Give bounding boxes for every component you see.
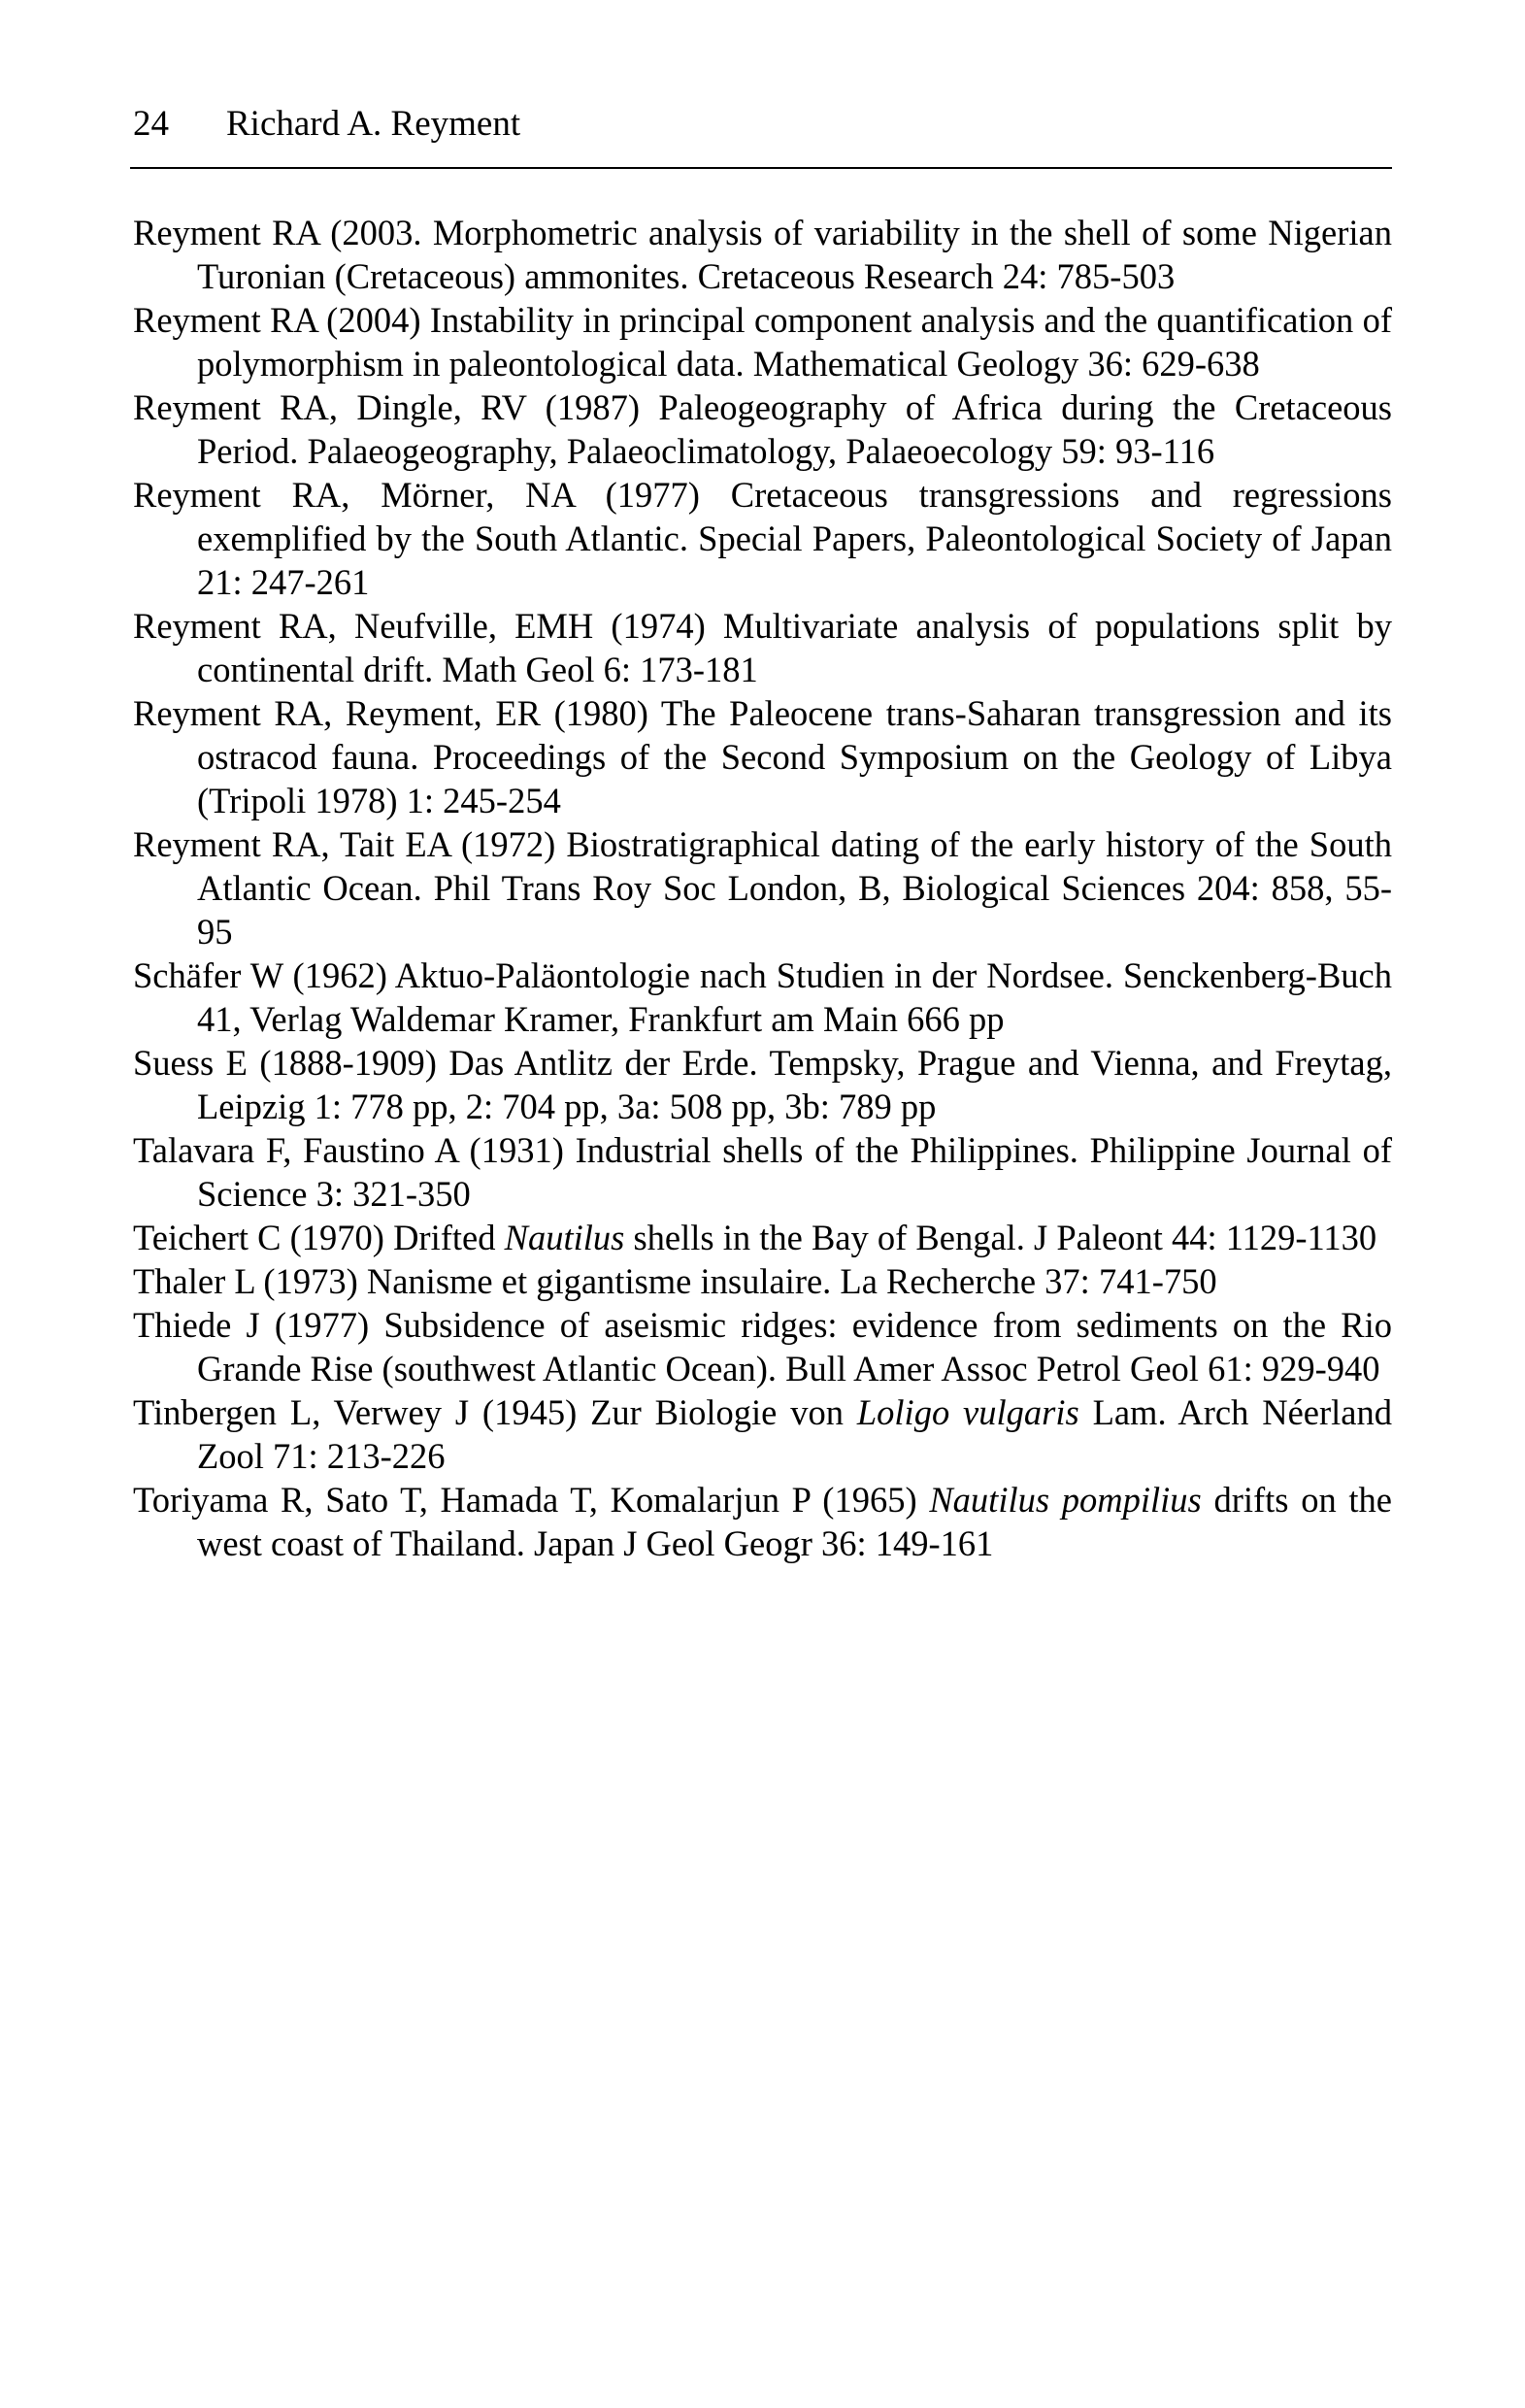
- reference-entry: [133, 473, 1392, 604]
- reference-text: Suess E (1888-1909) Das Antlitz der Erde. Tempsky, Prague and Vienna, and Freytag, Leipzig 1: 778 pp, 2: 704 pp, 3a: 508 pp, 3b: 789 pp: [133, 1043, 1392, 1126]
- reference-text: Reyment RA, Neufville, EMH (1974) Multivariate analysis of populations split by continental drift. Math Geol 6: 173-181: [133, 606, 1392, 689]
- reference-text: Talavara F, Faustino A (1931) Industrial shells of the Philippines. Philippine Journal of Science 3: 321-350: [133, 1130, 1392, 1214]
- reference-text: Reyment RA, Dingle, RV (1987) Paleogeography of Africa during the Cretaceous Period. Palaeogeography, Palaeoclimatology, Palaeoecology 59: 93-116: [133, 387, 1392, 471]
- reference-text: shells in the Bay of Bengal. J Paleont 44: 1129-1130: [624, 1218, 1377, 1257]
- reference-entry: [133, 1259, 1392, 1303]
- running-head-author: Richard A. Reyment: [226, 104, 521, 144]
- reference-entry: [133, 211, 1392, 298]
- reference-italic-title: Nautilus: [504, 1218, 625, 1257]
- running-head: [133, 103, 520, 146]
- reference-text: Tinbergen L, Verwey J (1945) Zur Biologie von: [133, 1392, 857, 1432]
- reference-text: Teichert C (1970) Drifted: [133, 1218, 505, 1257]
- reference-entry: [133, 1478, 1392, 1565]
- reference-text: Schäfer W (1962) Aktuo-Paläontologie nach Studien in der Nordsee. Senckenberg-Buch 41, Verlag Waldemar Kramer, Frankfurt am Main 666 pp: [133, 955, 1392, 1039]
- reference-italic-title: Nautilus pompilius: [929, 1480, 1202, 1520]
- reference-text: Reyment RA (2004) Instability in principal component analysis and the quantification of polymorphism in paleontological data. Mathematical Geology 36: 629-638: [133, 300, 1392, 384]
- reference-text: Thiede J (1977) Subsidence of aseismic ridges: evidence from sediments on the Rio Grande Rise (southwest Atlantic Ocean). Bull Amer Assoc Petrol Geol 61: 929-940: [133, 1305, 1392, 1388]
- reference-entry: [133, 953, 1392, 1041]
- reference-entry: [133, 1128, 1392, 1216]
- reference-text: Reyment RA, Reyment, ER (1980) The Paleocene trans-Saharan transgression and its ostracod fauna. Proceedings of the Second Symposium on the Geology of Libya (Tripoli 1978) 1: 245-254: [133, 693, 1392, 820]
- reference-entry: [133, 1303, 1392, 1390]
- reference-entry: [133, 1390, 1392, 1478]
- reference-entry: [133, 604, 1392, 691]
- reference-text: Reyment RA, Mörner, NA (1977) Cretaceous transgressions and regressions exemplified by the South Atlantic. Special Papers, Paleontological Society of Japan 21: 247-261: [133, 475, 1392, 602]
- reference-text: Reyment RA (2003. Morphometric analysis of variability in the shell of some Nigerian Turonian (Cretaceous) ammonites. Cretaceous Research 24: 785-503: [133, 213, 1392, 296]
- reference-entry: [133, 691, 1392, 822]
- reference-entry: [133, 1216, 1392, 1259]
- reference-entry: [133, 298, 1392, 385]
- page-number: 24: [133, 104, 169, 144]
- reference-entry: [133, 1041, 1392, 1128]
- reference-text: Toriyama R, Sato T, Hamada T, Komalarjun P (1965): [133, 1480, 930, 1520]
- reference-text: drifts on the west coast of Thailand. Japan J Geol Geogr 36: 149-161: [197, 1480, 1392, 1563]
- header-rule: [130, 167, 1392, 169]
- reference-text: Lam. Arch Néerland Zool 71: 213-226: [197, 1392, 1392, 1476]
- reference-list: [133, 211, 1392, 1565]
- reference-entry: [133, 385, 1392, 473]
- reference-text: Thaler L (1973) Nanisme et gigantisme insulaire. La Recherche 37: 741-750: [133, 1261, 1217, 1301]
- reference-entry: [133, 822, 1392, 953]
- reference-text: Reyment RA, Tait EA (1972) Biostratigraphical dating of the early history of the South Atlantic Ocean. Phil Trans Roy Soc London, B, Biological Sciences 204: 858, 55-95: [133, 824, 1392, 952]
- reference-italic-title: Loligo vulgaris: [856, 1392, 1079, 1432]
